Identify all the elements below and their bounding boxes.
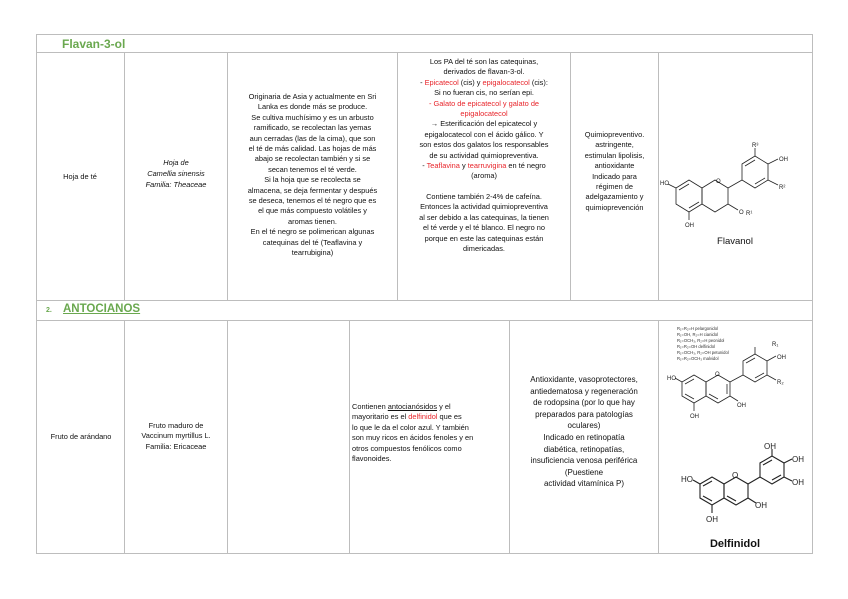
atom-oh-bottom: OH	[706, 515, 718, 524]
col-divider	[658, 320, 659, 553]
anthocyanidin-structure	[668, 338, 808, 430]
col-divider	[227, 52, 228, 300]
atom-o-plus: O	[715, 372, 720, 378]
species-line: Vaccinum myrtillus L.	[141, 431, 211, 441]
section-title-antocianos: ANTOCIANOS	[63, 303, 141, 315]
legend-line: R₁=OH, R₂=H cianidol	[677, 332, 718, 337]
action-line: Quimiopreventivo.	[584, 130, 645, 139]
desc-line: Lanka es donde más se produce.	[257, 102, 368, 112]
species-line: Camellia sinensis	[147, 169, 205, 178]
action-line: de rodopsina (por lo que hay	[533, 398, 635, 408]
comp-line	[352, 402, 508, 412]
delfinidol-structure	[682, 442, 808, 534]
species-line: Hoja de	[163, 158, 189, 167]
species-line: Fruto maduro de	[148, 421, 204, 430]
compound-delfinidol: delfinidol	[408, 412, 438, 422]
flavanol-label: Flavanol	[717, 236, 753, 247]
atom-r2: R₂	[777, 380, 784, 386]
table-border-bottom	[36, 553, 813, 554]
section-title-flavan: Flavan-3-ol	[62, 37, 126, 51]
comp-line: al ser debido a las catequinas, la tienen	[419, 212, 549, 222]
col-divider	[124, 52, 125, 300]
spacer	[399, 182, 569, 192]
atom-o-plus: O	[732, 471, 739, 480]
table-border-right	[812, 34, 813, 554]
row-divider	[36, 320, 813, 321]
comp-line: son estos dos galatos los responsables	[419, 140, 549, 150]
desc-line: En el té negro se polimerican algunas	[250, 227, 375, 237]
desc-line: almacena, se deja fermentar y después	[247, 185, 378, 195]
legend-line: R₁=R₂=OCH₃ malvidol	[677, 356, 719, 361]
desc-line: aromas tienen.	[288, 216, 337, 226]
comp-text: -	[422, 161, 427, 171]
action-line: oculares)	[567, 421, 601, 431]
compound-epigalocatecol: epigalocatecol	[482, 77, 530, 87]
col-divider	[397, 52, 398, 300]
comp-text: (cis) y	[458, 77, 483, 87]
action-line: antiedematosa y regeneración	[530, 386, 638, 396]
comp-text: que es	[437, 412, 462, 422]
comp-line	[352, 412, 508, 422]
comp-line: dimericadas.	[463, 243, 505, 253]
comp-line: derivados de flavan-3-ol.	[443, 67, 525, 77]
cell-composition	[399, 57, 569, 254]
desc-line: secan tenemos el té verde.	[268, 164, 357, 174]
cell-description	[229, 92, 396, 259]
col-divider	[658, 52, 659, 300]
action-line: Indicado en retinopatía	[543, 432, 625, 442]
action-line: Antioxidante, vasoprotectores,	[530, 375, 638, 384]
comp-line: Si no fueran cis, no serían epi.	[434, 88, 534, 98]
term-antocianosidos: antocianósidos	[387, 402, 438, 411]
atom-ho: HO	[681, 475, 693, 484]
atom-o-ring: O	[716, 179, 721, 185]
desc-line: Originaria de Asia y actualmente en Sri	[248, 92, 377, 101]
comp-line: → Esterificación del epicatecol y	[430, 119, 538, 129]
action-line: (Puestiene	[564, 467, 604, 477]
atom-r1: R₁	[772, 342, 779, 348]
cell-composition	[352, 402, 508, 464]
table-border-left	[36, 34, 37, 554]
cell-part: Fruto de arándano	[50, 432, 112, 441]
atom-ho: HO	[660, 181, 669, 187]
atom-oh-c3: OH	[755, 501, 767, 510]
atom-ho: HO	[667, 376, 676, 382]
comp-text: en té negro	[506, 161, 546, 171]
comp-line: de su actividad quimiopreventiva.	[429, 150, 539, 160]
desc-line: ramificado, se recolectan las yemas	[253, 123, 372, 133]
atom-oh-top: OH	[764, 442, 776, 451]
comp-text: y el	[437, 402, 451, 411]
compound-galatos: - Galato de epicatecol y galato de	[428, 98, 540, 108]
delfinidol-label: Delfinidol	[709, 538, 761, 550]
cell-species	[128, 421, 224, 452]
species-line: Familia: Ericaceae	[145, 441, 207, 451]
atom-oh: OH	[777, 355, 786, 361]
legend-line: R₁=OCH₃, R₂=OH petunidol	[677, 350, 729, 355]
desc-line: el té de más calidad. Las hojas de más	[248, 144, 377, 154]
col-divider	[570, 52, 571, 300]
compound-epicatecol: Epicatecol	[424, 77, 459, 87]
desc-line: el que más compuesto volátiles y	[258, 206, 367, 216]
legend-line: R₁=OCH₃, R₂=H peonidol	[677, 338, 725, 343]
desc-line: tearrubigina)	[291, 248, 334, 258]
comp-line: (aroma)	[471, 171, 497, 181]
atom-r3: R³	[752, 143, 759, 149]
comp-line	[399, 161, 569, 171]
comp-line: porque en este las catequinas están	[424, 233, 544, 243]
comp-text: (cis):	[529, 77, 548, 87]
atom-oh-bottom: OH	[690, 414, 699, 420]
compound-galatos: epigalocatecol	[460, 109, 508, 119]
action-line: preparados para patologías	[535, 409, 633, 419]
cell-action	[511, 374, 657, 490]
desc-line: aun cerradas (las de la cima), que son	[249, 133, 376, 143]
desc-line: se deseca, tenemos el té negro que es	[248, 196, 377, 206]
atom-oh-right: OH	[792, 455, 804, 464]
flavanol-structure	[662, 140, 808, 245]
atom-oh-bottom: OH	[685, 223, 694, 229]
comp-text: Contienen	[352, 402, 388, 411]
comp-line	[399, 78, 569, 88]
desc-line: catequinas del té (Teaflavina y	[262, 237, 363, 247]
action-line: Indicado para	[592, 171, 637, 181]
legend-line: R₁=R₂=H pelargonidol	[677, 326, 718, 331]
action-line: diabética, retinopatías,	[543, 444, 625, 454]
atom-oh-right2: OH	[792, 478, 804, 487]
action-line: insuficiencia venosa periférica	[530, 456, 638, 466]
col-divider	[349, 320, 350, 553]
action-line: astringente,	[595, 140, 634, 150]
legend-line: R₁=R₂=OH delfinidol	[677, 344, 715, 349]
comp-line: flavonoides.	[352, 454, 392, 464]
species-line: Familia: Theaceae	[145, 180, 207, 189]
compound-tearruvigina: tearruvigina	[467, 161, 507, 171]
col-divider	[509, 320, 510, 553]
comp-line: Contiene también 2-4% de cafeína.	[426, 191, 542, 201]
comp-text: -	[420, 77, 425, 87]
comp-text: mayoritario es el	[352, 412, 409, 422]
section-number: 2.	[46, 307, 52, 314]
col-divider	[124, 320, 125, 553]
comp-line: el té verde y el té blanco. El negro no	[422, 223, 546, 233]
comp-text: y	[459, 161, 468, 171]
atom-oh: OH	[779, 157, 788, 163]
table-border-top	[36, 34, 813, 35]
action-line: adelgazamiento y	[585, 192, 644, 202]
desc-line: abajo se recolectan también y si se	[254, 154, 371, 164]
action-line: quimioprevención	[585, 202, 644, 212]
desc-line: Se cultiva muchísimo y es un arbusto	[251, 112, 374, 122]
comp-line: Entonces la actividad quimiopreventiva	[420, 202, 548, 212]
comp-line: otros compuestos fenólicos como	[352, 443, 462, 453]
col-divider	[227, 320, 228, 553]
action-line: estimulan lipolisis,	[584, 150, 645, 160]
action-line: actividad vitamínica P)	[543, 479, 625, 489]
row-divider	[36, 52, 813, 53]
comp-line: Los PA del té son las catequinas,	[429, 57, 539, 66]
comp-line: son muy ricos en ácidos fenoles y en	[352, 433, 474, 443]
action-line: antioxidante	[594, 161, 635, 171]
cell-action	[572, 130, 657, 213]
atom-r1: R¹	[746, 211, 753, 217]
action-line: régimen de	[596, 182, 633, 192]
row-divider	[36, 300, 813, 301]
atom-r2: R²	[779, 185, 786, 191]
comp-line: epigalocatecol con el ácido gálico. Y	[424, 129, 544, 139]
compound-teaflavina: Teaflavina	[426, 161, 460, 171]
atom-o-sub: O	[739, 210, 744, 216]
comp-line: lo que le da el color azul. Y también	[352, 422, 469, 432]
cell-part: Hoja de té	[63, 172, 97, 181]
cell-species	[128, 157, 224, 190]
atom-oh-c3: OH	[737, 403, 746, 409]
desc-line: Si la hoja que se recolecta se	[264, 175, 361, 185]
